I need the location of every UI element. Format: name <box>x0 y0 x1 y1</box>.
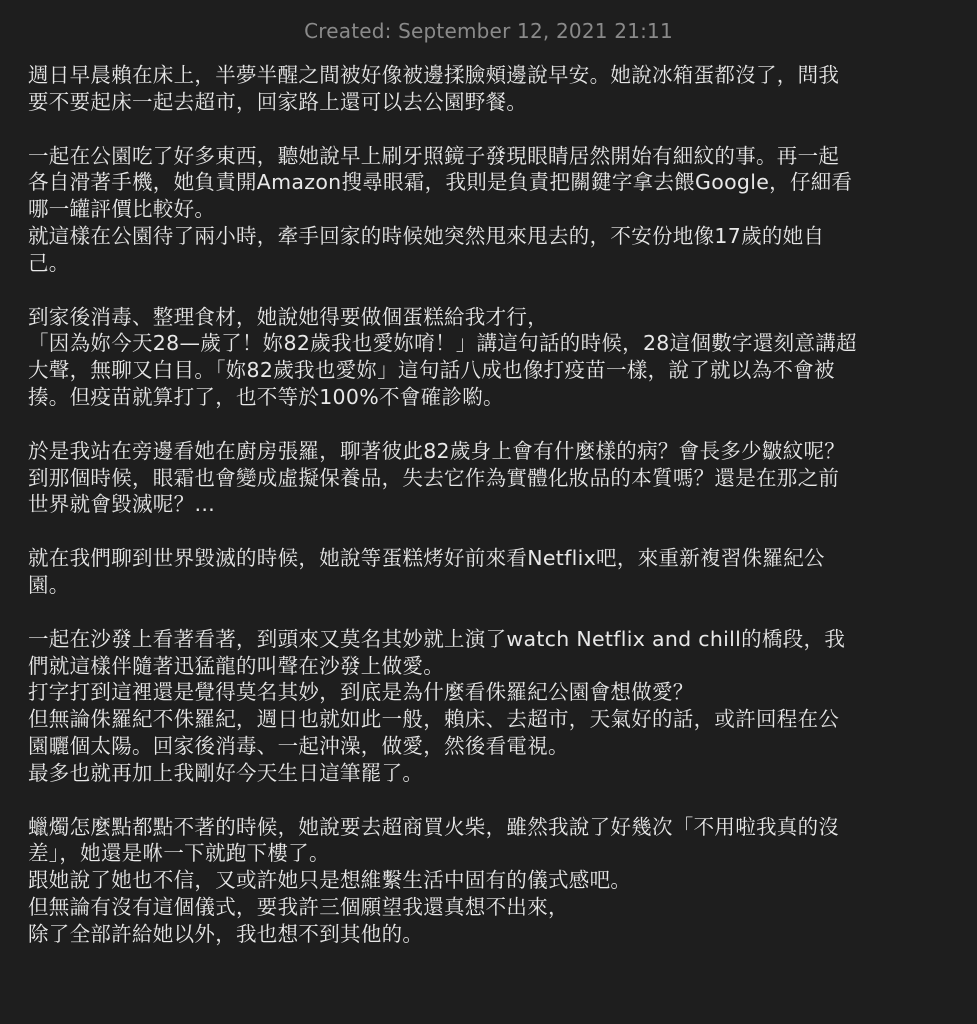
note-line: 蠟燭怎麼點都點不著的時候，她說要去超商買火柴，雖然我說了好幾次「不用啦我真的沒 <box>28 814 840 839</box>
note-line: 各自滑著手機，她負責開Amazon搜尋眼霜，我則是負責把關鍵字拿去餵Google，仔細看 <box>28 170 853 195</box>
note-line: 哪一罐評價比較好。 <box>28 197 216 222</box>
note-line: 揍。但疫苗就算打了，也不等於100%不會確診喲。 <box>28 384 504 409</box>
note-line: 們就這樣伴隨著迅猛龍的叫聲在沙發上做愛。 <box>28 653 444 678</box>
note-paragraph <box>28 143 953 277</box>
note-line: 「因為妳今天28—歲了！妳82歲我也愛妳唷！」講這句話的時候，28這個數字還刻意講超 <box>28 331 857 356</box>
note-body[interactable] <box>28 62 953 975</box>
note-line: 世界就會毀滅呢？… <box>28 492 216 517</box>
note-line: 就這樣在公園待了兩小時，牽手回家的時候她突然甩來甩去的，不安份地像17歲的她自 <box>28 223 825 248</box>
note-line: 園。 <box>28 572 70 597</box>
note-line: 要不要起床一起去超市，回家路上還可以去公園野餐。 <box>28 89 528 114</box>
note-line: 除了全部許給她以外，我也想不到其他的。 <box>28 921 424 946</box>
note-paragraph <box>28 304 953 411</box>
note-line: 週日早晨賴在床上，半夢半醒之間被好像被邊揉臉頰邊說早安。她說冰箱蛋都沒了，問我 <box>28 63 840 87</box>
note-paragraph <box>28 626 953 787</box>
note-line: 最多也就再加上我剛好今天生日這筆罷了。 <box>28 760 424 785</box>
note-line: 園曬個太陽。回家後消毒、一起沖澡，做愛，然後看電視。 <box>28 733 569 758</box>
note-line: 打字打到這裡還是覺得莫名其妙，到底是為什麼看侏羅紀公園會想做愛？ <box>28 680 694 705</box>
note-line: 差」，她還是咻一下就跑下樓了。 <box>28 841 330 866</box>
note-paragraph <box>28 62 953 116</box>
note-line: 一起在沙發上看著看著，到頭來又莫名其妙就上演了watch Netflix and chill的橋段，我 <box>28 626 846 651</box>
note-line: 於是我站在旁邊看她在廚房張羅，聊著彼此82歲身上會有什麼樣的病？會長多少皺紋呢？ <box>28 438 846 463</box>
note-paragraph <box>28 814 953 948</box>
note-line: 到那個時候，眼霜也會變成虛擬保養品，失去它作為實體化妝品的本質嗎？還是在那之前 <box>28 465 840 490</box>
note-line: 但無論有沒有這個儀式，要我許三個願望我還真想不出來， <box>28 894 569 919</box>
note-line: 到家後消毒、整理食材，她說她得要做個蛋糕給我才行， <box>28 304 548 329</box>
note-line: 就在我們聊到世界毀滅的時候，她說等蛋糕烤好前來看Netflix吧，來重新複習侏羅紀公 <box>28 546 825 571</box>
note-line: 己。 <box>28 250 70 275</box>
note-line: 跟她說了她也不信，又或許她只是想維繫生活中固有的儀式感吧。 <box>28 868 632 893</box>
note-paragraph <box>28 438 953 518</box>
note-line: 一起在公園吃了好多東西，聽她說早上刷牙照鏡子發現眼睛居然開始有細紋的事。再一起 <box>28 143 840 168</box>
note-line: 大聲，無聊又白目。「妳82歲我也愛妳」這句話八成也像打疫苗一樣，說了就以為不會被 <box>28 358 835 383</box>
note-paragraph <box>28 545 953 599</box>
created-timestamp: Created: September 12, 2021 21:11 <box>304 19 673 43</box>
note-line: 但無論侏羅紀不侏羅紀，週日也就如此一般，賴床、去超市，天氣好的話，或許回程在公 <box>28 707 840 732</box>
